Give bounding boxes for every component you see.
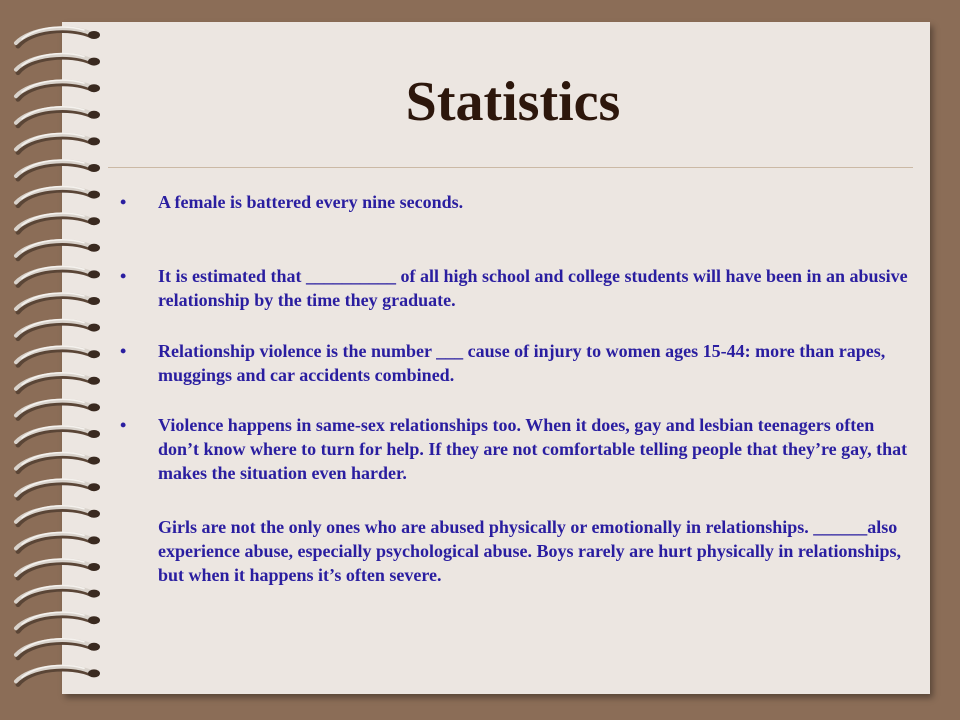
spiral-ring bbox=[16, 27, 100, 46]
bullet-text: It is estimated that __________ of all high school and college students will have been in an abusive relationship by the time they graduate. bbox=[158, 266, 908, 310]
spiral-ring bbox=[16, 479, 100, 498]
spiral-ring bbox=[16, 586, 100, 605]
spiral-ring bbox=[16, 559, 100, 578]
spiral-ring bbox=[16, 506, 100, 525]
spiral-binding bbox=[0, 10, 110, 710]
bullet-text: Violence happens in same-sex relationships too. When it does, gay and lesbian teenagers often don’t know where to turn for help. If they are not comfortable telling people that they’re gay, that makes the situation even harder. bbox=[158, 415, 908, 483]
spiral-ring bbox=[16, 532, 100, 551]
spiral-ring bbox=[16, 266, 100, 285]
spiral-ring bbox=[16, 665, 100, 684]
spiral-ring bbox=[16, 373, 100, 392]
paragraph-text: Girls are not the only ones who are abused physically or emotionally in relationships. ______also experience abuse, especially psychological abuse. Boys rarely are hurt physically in relationships, but when it happens it’s often severe. bbox=[158, 517, 902, 585]
spiral-ring bbox=[16, 160, 100, 179]
spiral-ring bbox=[16, 426, 100, 445]
bullet-glyph: • bbox=[120, 192, 127, 212]
slide-title: Statistics bbox=[405, 71, 621, 133]
spiral-ring bbox=[16, 187, 100, 206]
spiral-ring bbox=[16, 293, 100, 312]
spiral-ring bbox=[16, 133, 100, 152]
spiral-ring bbox=[16, 80, 100, 99]
spiral-ring bbox=[16, 213, 100, 232]
spiral-ring bbox=[16, 612, 100, 631]
spiral-ring bbox=[16, 240, 100, 259]
spiral-ring bbox=[16, 399, 100, 418]
bullet-glyph: • bbox=[120, 266, 127, 286]
title-divider bbox=[108, 167, 913, 168]
spiral-ring bbox=[16, 453, 100, 472]
bullet-glyph: • bbox=[120, 415, 127, 435]
spiral-ring bbox=[16, 320, 100, 339]
spiral-ring bbox=[16, 639, 100, 658]
spiral-ring bbox=[16, 346, 100, 365]
bullet-text: Relationship violence is the number ___ cause of injury to women ages 15-44: more than rapes, muggings and car accidents combined. bbox=[158, 341, 886, 385]
bullet-text: A female is battered every nine seconds. bbox=[158, 192, 464, 212]
spiral-ring bbox=[16, 54, 100, 73]
bullet-glyph: • bbox=[120, 341, 127, 361]
spiral-ring bbox=[16, 107, 100, 126]
